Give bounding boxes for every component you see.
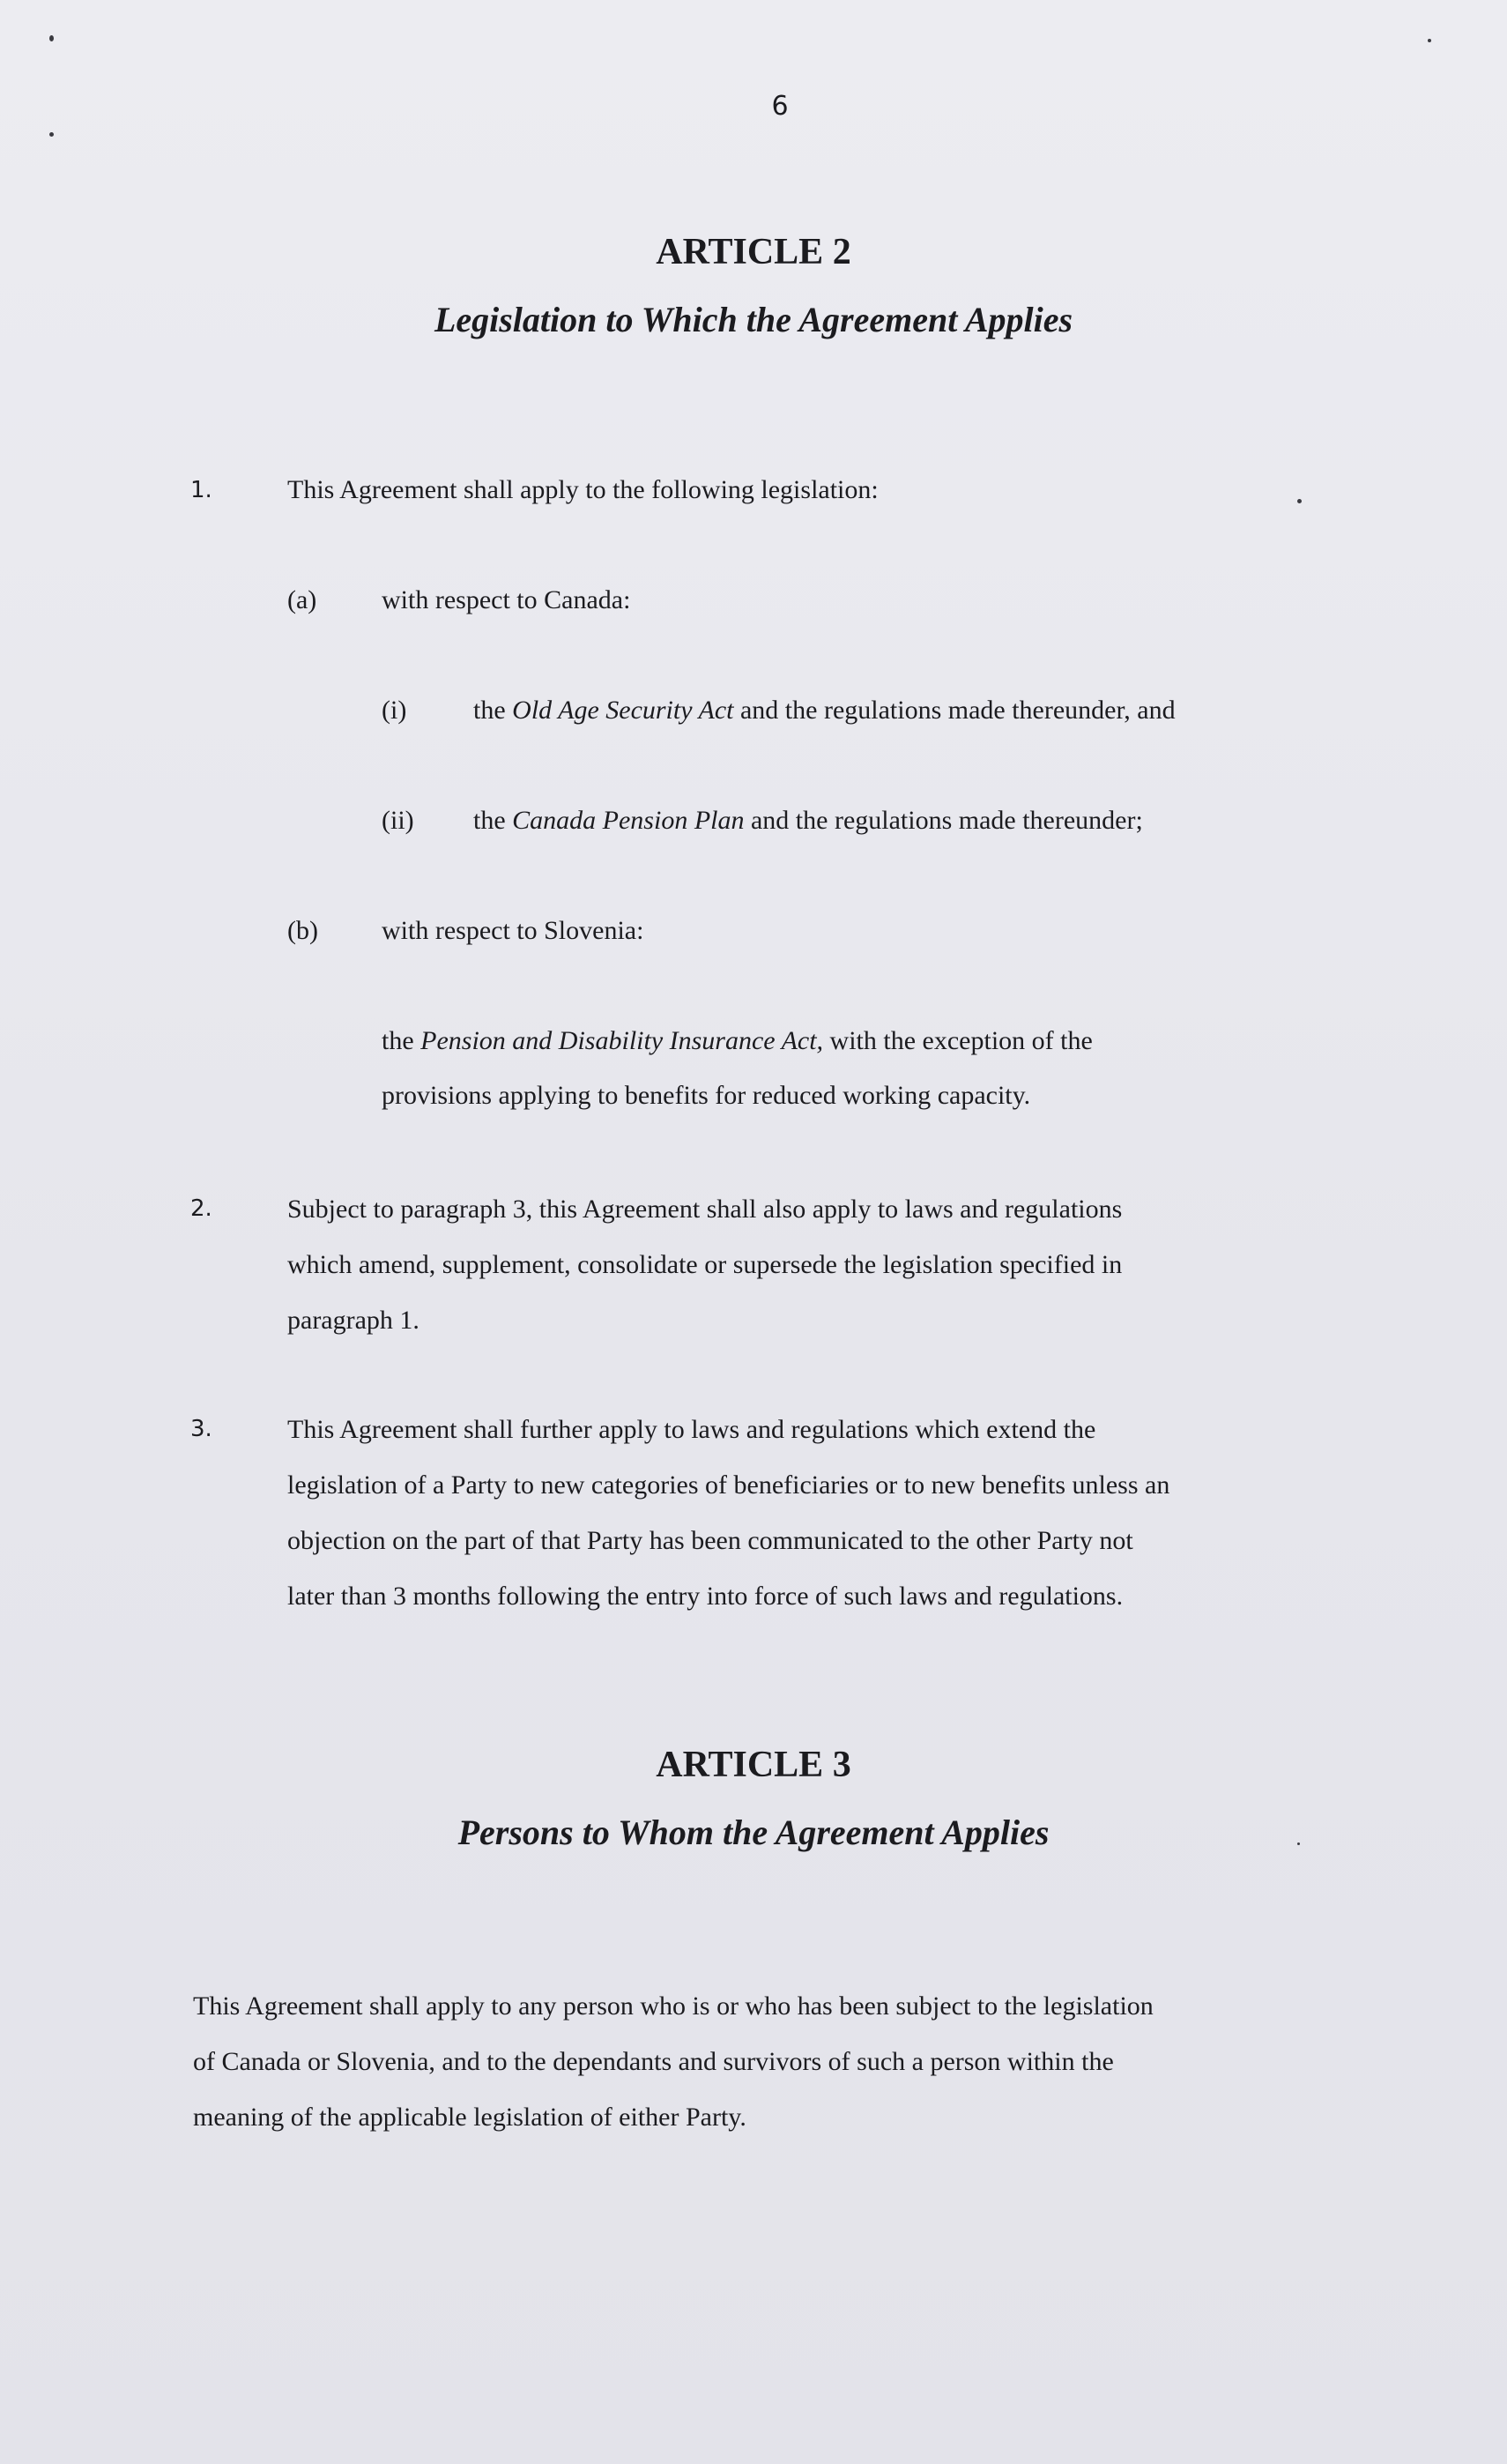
paragraph-1-text: This Agreement shall apply to the following legislation: <box>287 475 879 504</box>
scan-speck <box>49 35 54 41</box>
article-3-subheading: Persons to Whom the Agreement Applies <box>457 1813 1050 1852</box>
article-3-line: meaning of the applicable legislation of either Party. <box>193 2103 746 2132</box>
paragraph-2-line: Subject to paragraph 3, this Agreement shall also apply to laws and regulations <box>287 1195 1123 1224</box>
paragraph-3-line: This Agreement shall further apply to laws and regulations which extend the <box>287 1415 1096 1444</box>
item-i-post: and the regulations made thereunder, and <box>733 696 1176 725</box>
paragraph-1-number: 1. <box>190 477 212 503</box>
paragraph-3-text <box>287 1402 1169 1624</box>
item-i-label: (i) <box>382 696 407 725</box>
item-a-label: (a) <box>287 585 317 614</box>
paragraph-3-number: 3. <box>190 1416 212 1442</box>
item-i-pre: the <box>473 696 513 725</box>
item-ii-post: and the regulations made thereunder; <box>744 806 1143 835</box>
canada-pension-plan-title: Canada Pension Plan <box>512 806 745 835</box>
scan-speck <box>1428 39 1431 42</box>
scan-speck <box>1297 499 1302 503</box>
article-2-subheading: Legislation to Which the Agreement Applies <box>434 300 1073 339</box>
paragraph-3-line: objection on the part of that Party has been communicated to the other Party not <box>287 1526 1133 1555</box>
paragraph-3-line: later than 3 months following the entry into force of such laws and regulations. <box>287 1582 1124 1611</box>
item-ii-label: (ii) <box>382 806 414 835</box>
item-b-text: with respect to Slovenia: <box>382 916 644 945</box>
article-2-heading: ARTICLE 2 <box>656 232 851 272</box>
item-b-line-2: provisions applying to benefits for reduced working capacity. <box>382 1081 1031 1110</box>
paragraph-2-number: 2. <box>190 1195 212 1222</box>
pension-disability-act-title: Pension and Disability Insurance Act, <box>420 1026 824 1055</box>
old-age-security-act-title: Old Age Security Act <box>512 696 734 725</box>
item-i-text <box>473 683 1176 738</box>
item-b-label: (b) <box>287 916 318 945</box>
item-b-pre: the <box>382 1026 421 1055</box>
paragraph-3-line: legislation of a Party to new categories of beneficiaries or to new benefits unless an <box>287 1470 1170 1500</box>
article-3-line: of Canada or Slovenia, and to the dependants and survivors of such a person within the <box>193 2047 1114 2076</box>
item-ii-pre: the <box>473 806 513 835</box>
scan-speck <box>1297 1842 1300 1845</box>
item-a-text: with respect to Canada: <box>382 585 631 614</box>
article-3-line: This Agreement shall apply to any person who is or who has been subject to the legislation <box>193 1991 1154 2021</box>
article-3-text <box>193 1978 1154 2145</box>
item-b-line-1 <box>382 1014 1093 1068</box>
article-3-heading: ARTICLE 3 <box>656 1745 851 1785</box>
paragraph-2-text <box>287 1181 1122 1348</box>
paragraph-2-line: which amend, supplement, consolidate or supersede the legislation specified in <box>287 1250 1123 1279</box>
item-ii-text <box>473 793 1143 848</box>
paragraph-2-line: paragraph 1. <box>287 1306 419 1335</box>
item-b-post: with the exception of the <box>823 1026 1093 1055</box>
page-number: 6 <box>771 91 789 122</box>
scan-speck <box>49 132 54 137</box>
